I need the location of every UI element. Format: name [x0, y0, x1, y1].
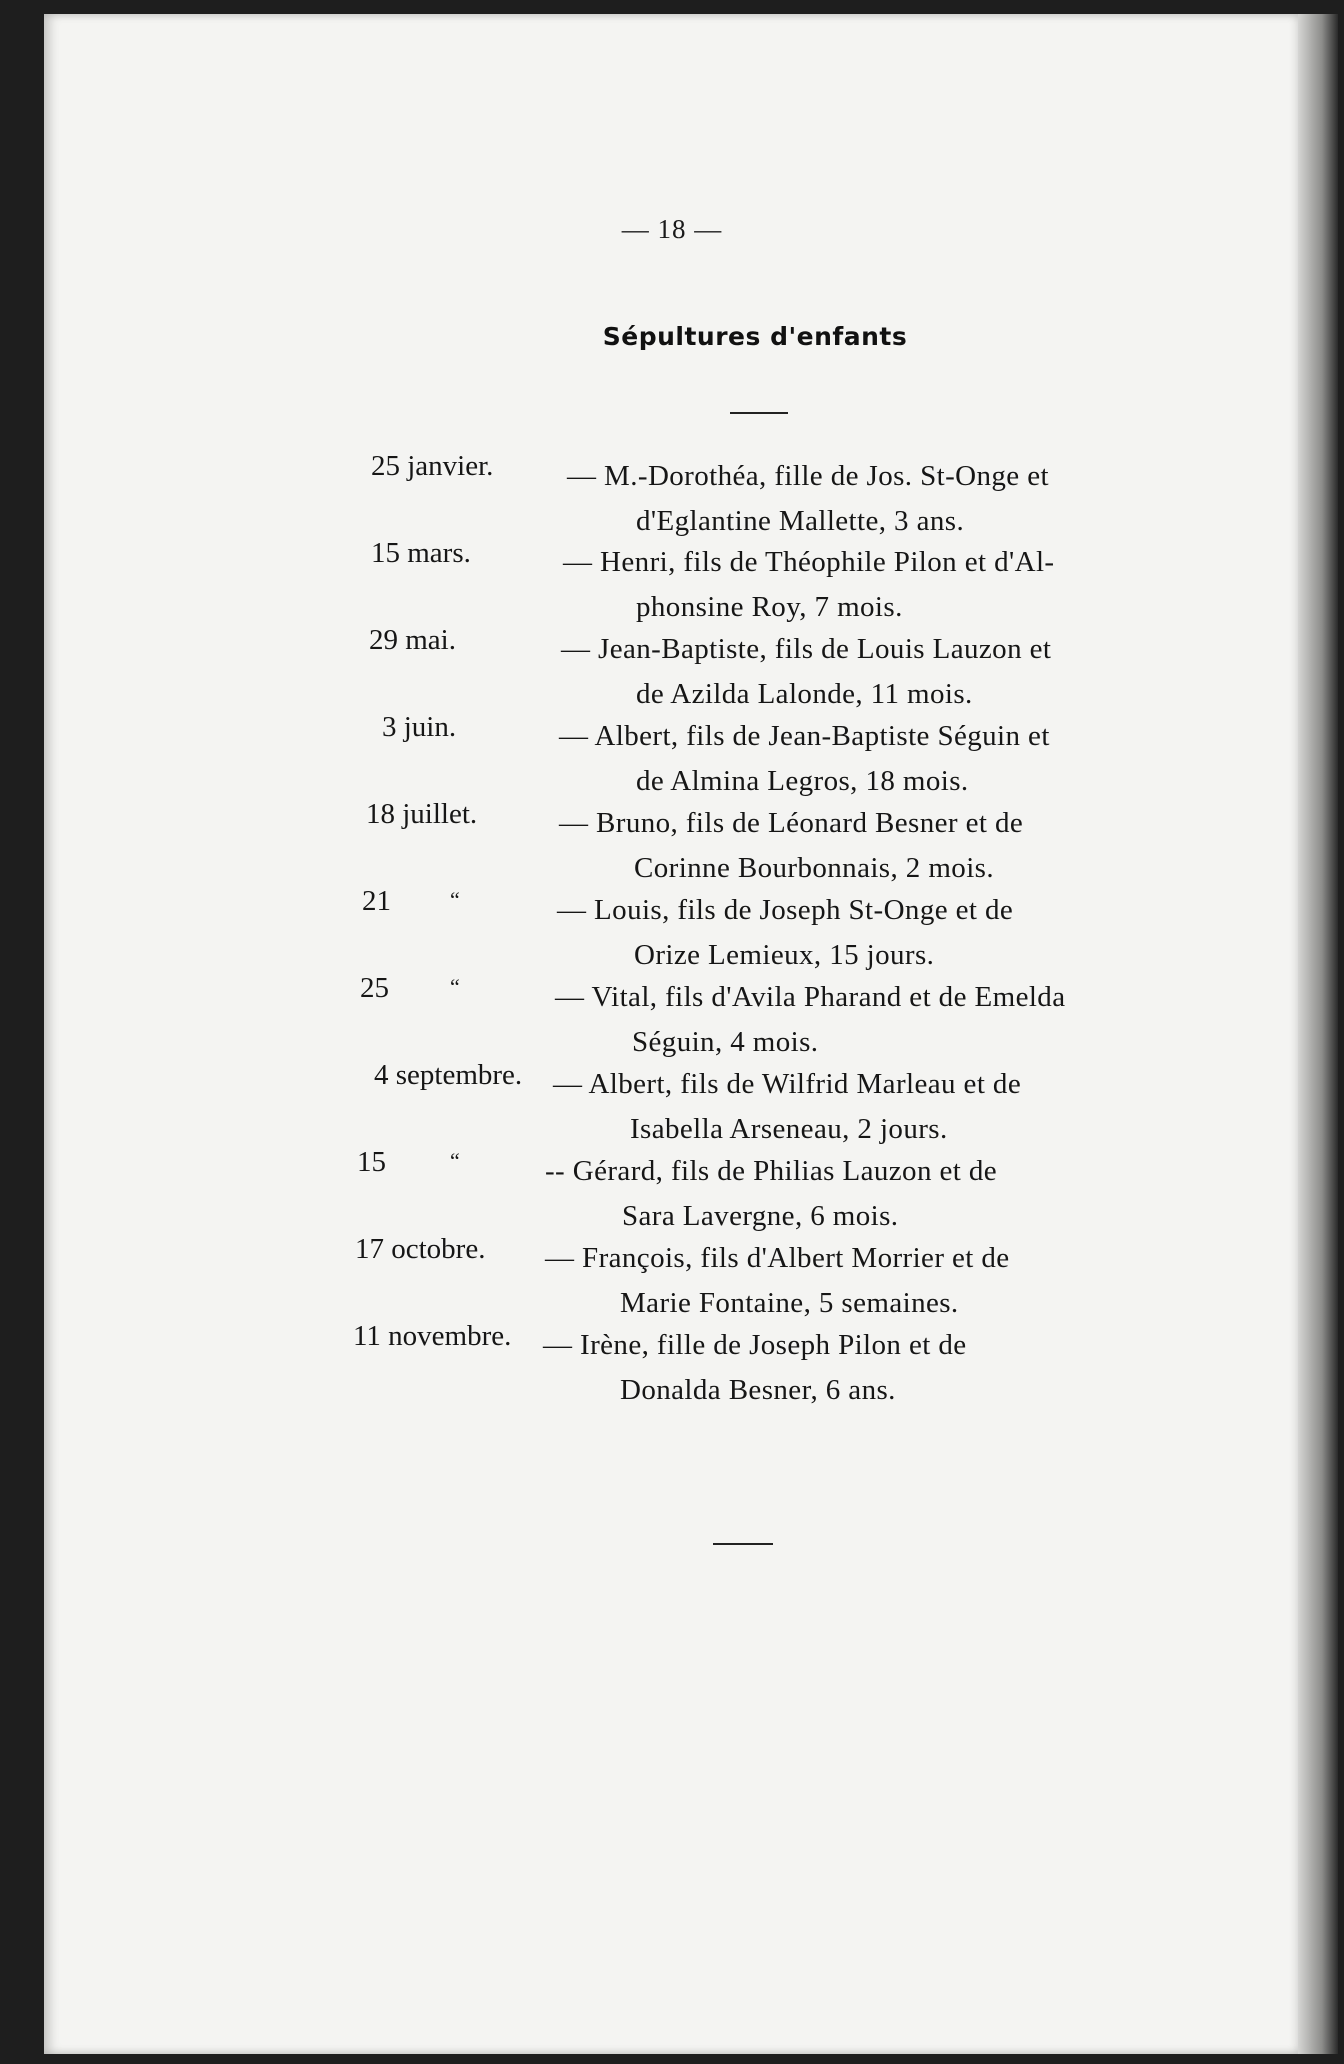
entry-text-line1: — Vital, fils d'Avila Pharand et de Emelda — [555, 981, 1066, 1013]
entry-date: 4 septembre. — [374, 1059, 523, 1091]
entry-text-line2: Sara Lavergne, 6 mois. — [622, 1200, 899, 1232]
ditto-mark: “ — [450, 974, 460, 999]
entry-date: 25 — [360, 972, 389, 1004]
entry-date: 15 mars. — [371, 537, 471, 569]
entry-text-line2: phonsine Roy, 7 mois. — [636, 591, 903, 623]
entry-date: 17 octobre. — [355, 1233, 486, 1265]
entry-date: 3 juin. — [382, 711, 457, 743]
entry-text-line1: -- Gérard, fils de Philias Lauzon et de — [545, 1155, 998, 1187]
entry-text-line1: — Bruno, fils de Léonard Besner et de — [559, 807, 1024, 839]
entry-text-line1: — Jean-Baptiste, fils de Louis Lauzon et — [561, 633, 1052, 665]
entry-date: 18 juillet. — [366, 798, 478, 830]
entry-text-line2: Marie Fontaine, 5 semaines. — [620, 1287, 959, 1319]
entry-date: 11 novembre. — [353, 1320, 512, 1352]
entry-text-line2: Corinne Bourbonnais, 2 mois. — [634, 852, 994, 884]
entry-text-line2: Orize Lemieux, 15 jours. — [634, 939, 935, 971]
entry-text-line1: — Albert, fils de Wilfrid Marleau et de — [553, 1068, 1022, 1100]
ditto-mark: “ — [450, 887, 460, 912]
entry-text-line1: — Irène, fille de Joseph Pilon et de — [543, 1329, 967, 1361]
entry-text-line2: de Azilda Lalonde, 11 mois. — [636, 678, 973, 710]
entry-text-line2: Isabella Arseneau, 2 jours. — [630, 1113, 948, 1145]
entry-text-line1: — Albert, fils de Jean-Baptiste Séguin et — [559, 720, 1050, 752]
entry-text-line1: — Henri, fils de Théophile Pilon et d'Al- — [563, 546, 1055, 578]
entry-date: 29 mai. — [369, 624, 456, 656]
ditto-mark: “ — [450, 1148, 460, 1173]
entry-text-line2: d'Eglantine Mallette, 3 ans. — [636, 505, 965, 537]
end-rule — [713, 1543, 773, 1545]
section-title: Sépultures d'enfants — [602, 322, 908, 351]
entry-text-line1: — Louis, fils de Joseph St-Onge et de — [557, 894, 1014, 926]
entry-date: 15 — [357, 1146, 386, 1178]
page-number: — 18 — — [621, 214, 723, 244]
entry-text-line1: — François, fils d'Albert Morrier et de — [545, 1242, 1010, 1274]
entry-text-line1: — M.-Dorothéa, fille de Jos. St-Onge et — [567, 460, 1049, 492]
entry-date: 25 janvier. — [371, 450, 494, 482]
entry-date: 21 — [362, 885, 391, 917]
entry-text-line2: de Almina Legros, 18 mois. — [636, 765, 969, 797]
entry-text-line2: Séguin, 4 mois. — [632, 1026, 819, 1058]
entry-text-line2: Donalda Besner, 6 ans. — [620, 1374, 896, 1406]
